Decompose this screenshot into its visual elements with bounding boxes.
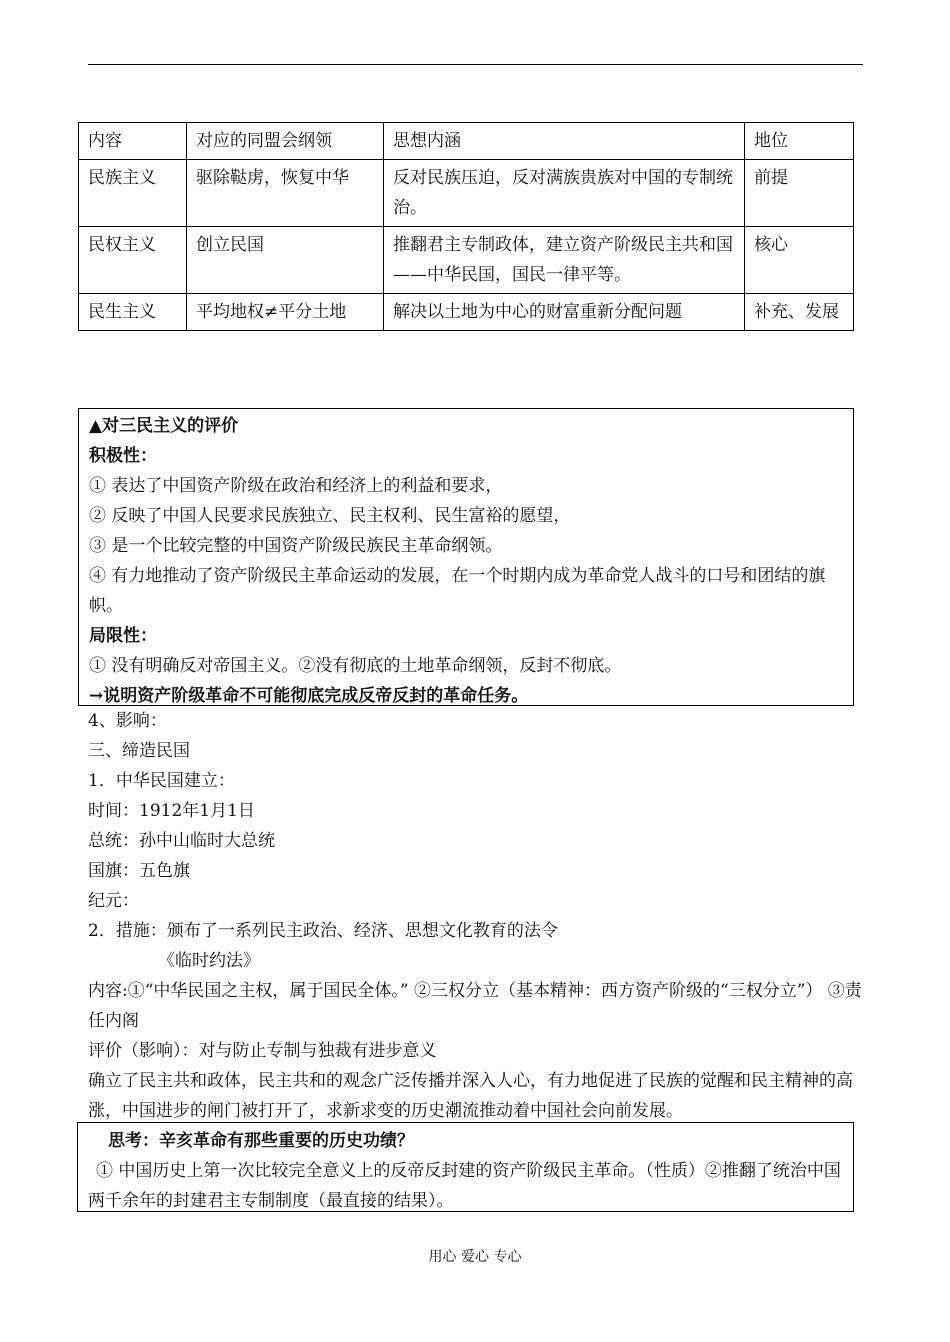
evaluation-title: ▲对三民主义的评价 [89,416,239,436]
table-row [79,227,854,294]
limit-label: 局限性： [89,626,157,646]
think-text: ① 中国历史上第一次比较完全意义上的反帝反封建的资产阶级民主革命。（性质）②推翻了统治中国两千余年的封建君主专制制度（最直接的结果）。 [88,1161,841,1211]
body-line: 时间：1912年1月1日 [88,801,255,821]
body-line: 纪元： [88,891,139,911]
header-cell: 内容 [79,123,187,160]
body-line: 内容:①“中华民国之主权，属于国民全体。” ②三权分立（基本精神：西方资产阶级的“三权分立”） ③责任内阁 [88,981,862,1031]
body-line: 《临时约法》 [158,951,260,971]
header-rule [88,64,863,65]
header-cell: 思想内涵 [384,123,745,160]
table-cell: 创立民国 [187,227,384,294]
limit-text: ① 没有明确反对帝国主义。②没有彻底的土地革命纲领，反封不彻底。 [89,656,622,676]
body-text [88,706,864,1126]
table-cell: 民族主义 [79,160,187,227]
evaluation-conclusion: →说明资产阶级革命不可能彻底完成反帝反封的革命任务。 [89,686,529,706]
header-cell: 对应的同盟会纲领 [187,123,384,160]
table-cell: 补充、发展 [745,294,854,331]
positive-item: ① 表达了中国资产阶级在政治和经济上的利益和要求， [89,476,503,496]
positive-item: ③ 是一个比较完整的中国资产阶级民族民主革命纲领。 [89,536,503,556]
think-box [77,1122,854,1212]
positive-item: ② 反映了中国人民要求民族独立、民主权利、民生富裕的愿望， [89,506,571,526]
body-line: 总统：孙中山临时大总统 [88,831,275,851]
body-line: 评价（影响）：对与防止专制与独裁有进步意义 [88,1041,437,1061]
table-cell: 民权主义 [79,227,187,294]
three-principles-table [78,122,854,331]
table-cell: 推翻君主专制政体，建立资产阶级民主共和国——中华民国，国民一律平等。 [384,227,745,294]
section-heading: 三、缔造民国 [88,741,190,761]
table-header-row [79,123,854,160]
table-cell: 前提 [745,160,854,227]
body-line: 2．措施：颁布了一系列民主政治、经济、思想文化教育的法令 [88,921,558,941]
body-line: 国旗：五色旗 [88,861,190,881]
table-cell: 核心 [745,227,854,294]
table-cell: 反对民族压迫，反对满族贵族对中国的专制统治。 [384,160,745,227]
positive-label: 积极性： [89,446,157,466]
body-line: 4、影响： [88,711,167,731]
body-line: 1．中华民国建立： [88,771,235,791]
think-title: 思考：辛亥革命有那些重要的历史功绩？ [108,1131,414,1151]
body-paragraph: 确立了民主共和政体，民主共和的观念广泛传播并深入人心，有力地促进了民族的觉醒和民主精神的高涨，中国进步的闸门被打开了，求新求变的历史潮流推动着中国社会向前发展。 [88,1071,853,1121]
evaluation-box [78,408,854,706]
table-cell: 平均地权≠平分土地 [187,294,384,331]
header-cell: 地位 [745,123,854,160]
page-footer: 用心 爱心 专心 [428,1249,522,1265]
table-cell: 民生主义 [79,294,187,331]
table-row [79,160,854,227]
positive-item: ④ 有力地推动了资产阶级民主革命运动的发展，在一个时期内成为革命党人战斗的口号和团结的旗帜。 [89,566,826,616]
table-row [79,294,854,331]
table-cell: 驱除鞑虏，恢复中华 [187,160,384,227]
table-cell: 解决以土地为中心的财富重新分配问题 [384,294,745,331]
